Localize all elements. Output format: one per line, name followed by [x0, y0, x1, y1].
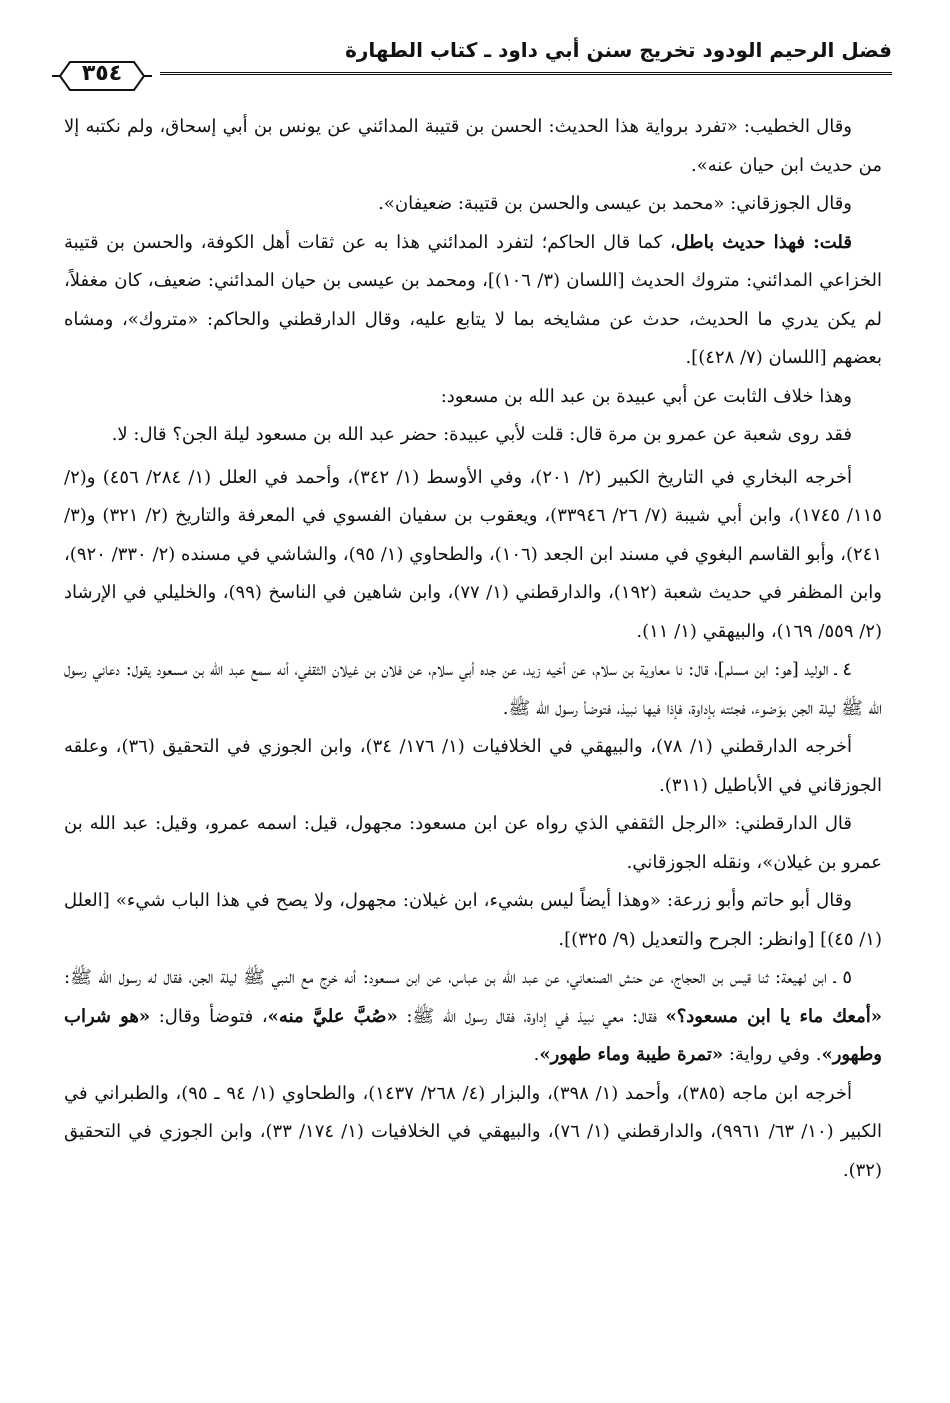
page-body [64, 108, 882, 1190]
text-segment: وقال الجوزقاني: «محمد بن عيسى والحسن بن قتيبة: ضعيفان». [378, 193, 852, 214]
bold-text-segment: «هو شراب وطهور» [64, 1005, 882, 1065]
paragraph [64, 416, 882, 455]
page-number: ٣٥٤ [81, 61, 123, 86]
text-segment: ، كما قال الحاكم؛ لتفرد المدائني هذا به عن ثقات أهل الكوفة، والحسن بن قتيبة الخزاعي المدائني: متروك الحديث [اللسان (٣/ ١٠٦)]، ومحمد بن عيسى بن حيان المدائني: ضعيف، كان مغفلاً، لم يكن يدري ما الحديث، حدث عن مشايخه بما لا يتابع عليه، وقال الدارقطني والحاكم: «متروك»، ومشاه بعضهم [اللسان (٧/ ٤٢٨)]. [64, 231, 882, 368]
text-segment: وقال أبو حاتم وأبو زرعة: «وهذا أيضاً ليس بشيء، ابن غيلان: مجهول، ولا يصح في هذا الباب شيء» [العلل (١/ ٤٥)] [وانظر: الجرح والتعديل (٩/ ٣٢٥)]. [64, 890, 882, 950]
page-number-badge [52, 58, 152, 94]
text-segment: ٥ ـ ابن لهيعة: ثنا قيس بن الحجاج، عن حنش الصنعاني، عن عبد الله بن عباس، عن ابن مسعود: أنه خرج مع النبي ﷺ ليلة الجن، فقال له رسول الله ﷺ: [64, 967, 853, 988]
paragraph [64, 378, 882, 417]
text-segment: أخرجه البخاري في التاريخ الكبير (٢/ ٢٠١)، وفي الأوسط (١/ ٣٤٢)، وأحمد في العلل (١/ ٢٨٤/ ٤٥٦) و(٢/ ١١٥/ ١٧٤٥)، وابن أبي شيبة (٧/ ٢٦/ ٣٣٩٤٦)، ويعقوب بن سفيان الفسوي في المعرفة والتاريخ (٢/ ٣٢١) و(٣/ ٢٤١)، وأبو القاسم البغوي في مسند ابن الجعد (١٠٦)، والطحاوي (١/ ٩٥)، والشاشي في مسنده (٢/ ٣٣٠/ ٩٢٠)، وابن المظفر في حديث شعبة (١٩٢)، والدارقطني (١/ ٧٧)، وابن شاهين في الناسخ (٩٩)، والخليلي في الإرشاد (٢/ ٥٥٩/ ١٦٩)، والبيهقي (١/ ١١). [64, 466, 882, 642]
bold-text-segment: قلت: فهذا حديث باطل [675, 231, 852, 253]
paragraph [64, 224, 882, 378]
paragraph [64, 882, 882, 959]
text-segment: فقال: معي نبيذ في إداوة، فقال رسول الله ﷺ: [397, 1005, 666, 1027]
page-header [52, 38, 892, 88]
paragraph [64, 651, 882, 728]
paragraph [64, 108, 882, 185]
text-segment: فقد روى شعبة عن عمرو بن مرة قال: قلت لأبي عبيدة: حضر عبد الله بن مسعود ليلة الجن؟ قال: لا. [111, 424, 852, 445]
bold-text-segment: «صُبَّ عليَّ منه» [267, 1005, 398, 1027]
text-segment: . وفي رواية: [723, 1044, 822, 1065]
header-rule [160, 72, 892, 78]
paragraph [64, 1075, 882, 1191]
text-segment: . [533, 1044, 540, 1065]
paragraph [64, 459, 882, 652]
bold-text-segment: «تمرة طيبة وماء طهور» [539, 1044, 724, 1065]
text-segment: قال الدارقطني: «الرجل الثقفي الذي رواه عن ابن مسعود: مجهول، قيل: اسمه عمرو، وقيل: عبد الله بن عمرو بن غيلان»، ونقله الجوزقاني. [64, 813, 882, 873]
paragraph [64, 805, 882, 882]
text-segment: ٤ ـ الوليد [هو: ابن مسلم]، قال: نا معاوية بن سلام، عن أخيه زيد، عن جده أبي سلام، عن فلان بن غيلان الثقفي، أنه سمع عبد الله بن مسعود يقول: دعاني رسول الله ﷺ ليلة الجن بوَضوء، فجئته بإداوة، فإذا فيها نبيذ، فتوضأ رسول الله ﷺ. [64, 659, 882, 719]
text-segment: أخرجه الدارقطني (١/ ٧٨)، والبيهقي في الخلافيات (١/ ١٧٦/ ٣٤)، وابن الجوزي في التحقيق (٣٦)، وعلقه الجوزقاني في الأباطيل (٣١١). [64, 736, 882, 796]
text-segment: ، فتوضأ وقال: [150, 1005, 268, 1027]
text-segment: أخرجه ابن ماجه (٣٨٥)، وأحمد (١/ ٣٩٨)، والبزار (٤/ ٢٦٨/ ١٤٣٧)، والطحاوي (١/ ٩٤ ـ ٩٥)، والطبراني في الكبير (١٠/ ٦٣/ ٩٩٦١)، والدارقطني (١/ ٧٦)، والبيهقي في الخلافيات (١/ ١٧٤/ ٣٣)، وابن الجوزي في التحقيق (٣٢). [64, 1082, 882, 1181]
paragraph [64, 728, 882, 805]
paragraph [64, 959, 882, 1075]
text-segment: وهذا خلاف الثابت عن أبي عبيدة بن عبد الله بن مسعود: [440, 385, 852, 407]
bold-text-segment: «أمعك ماء يا ابن مسعود؟» [665, 1005, 882, 1027]
text-segment: وقال الخطيب: «تفرد برواية هذا الحديث: الحسن بن قتيبة المدائني عن يونس بن أبي إسحاق، ولم نكتبه إلا من حديث ابن حيان عنه». [64, 116, 882, 176]
paragraph [64, 185, 882, 224]
running-title: فضل الرحيم الودود تخريج سنن أبي داود ـ كتاب الطهارة [345, 38, 892, 62]
